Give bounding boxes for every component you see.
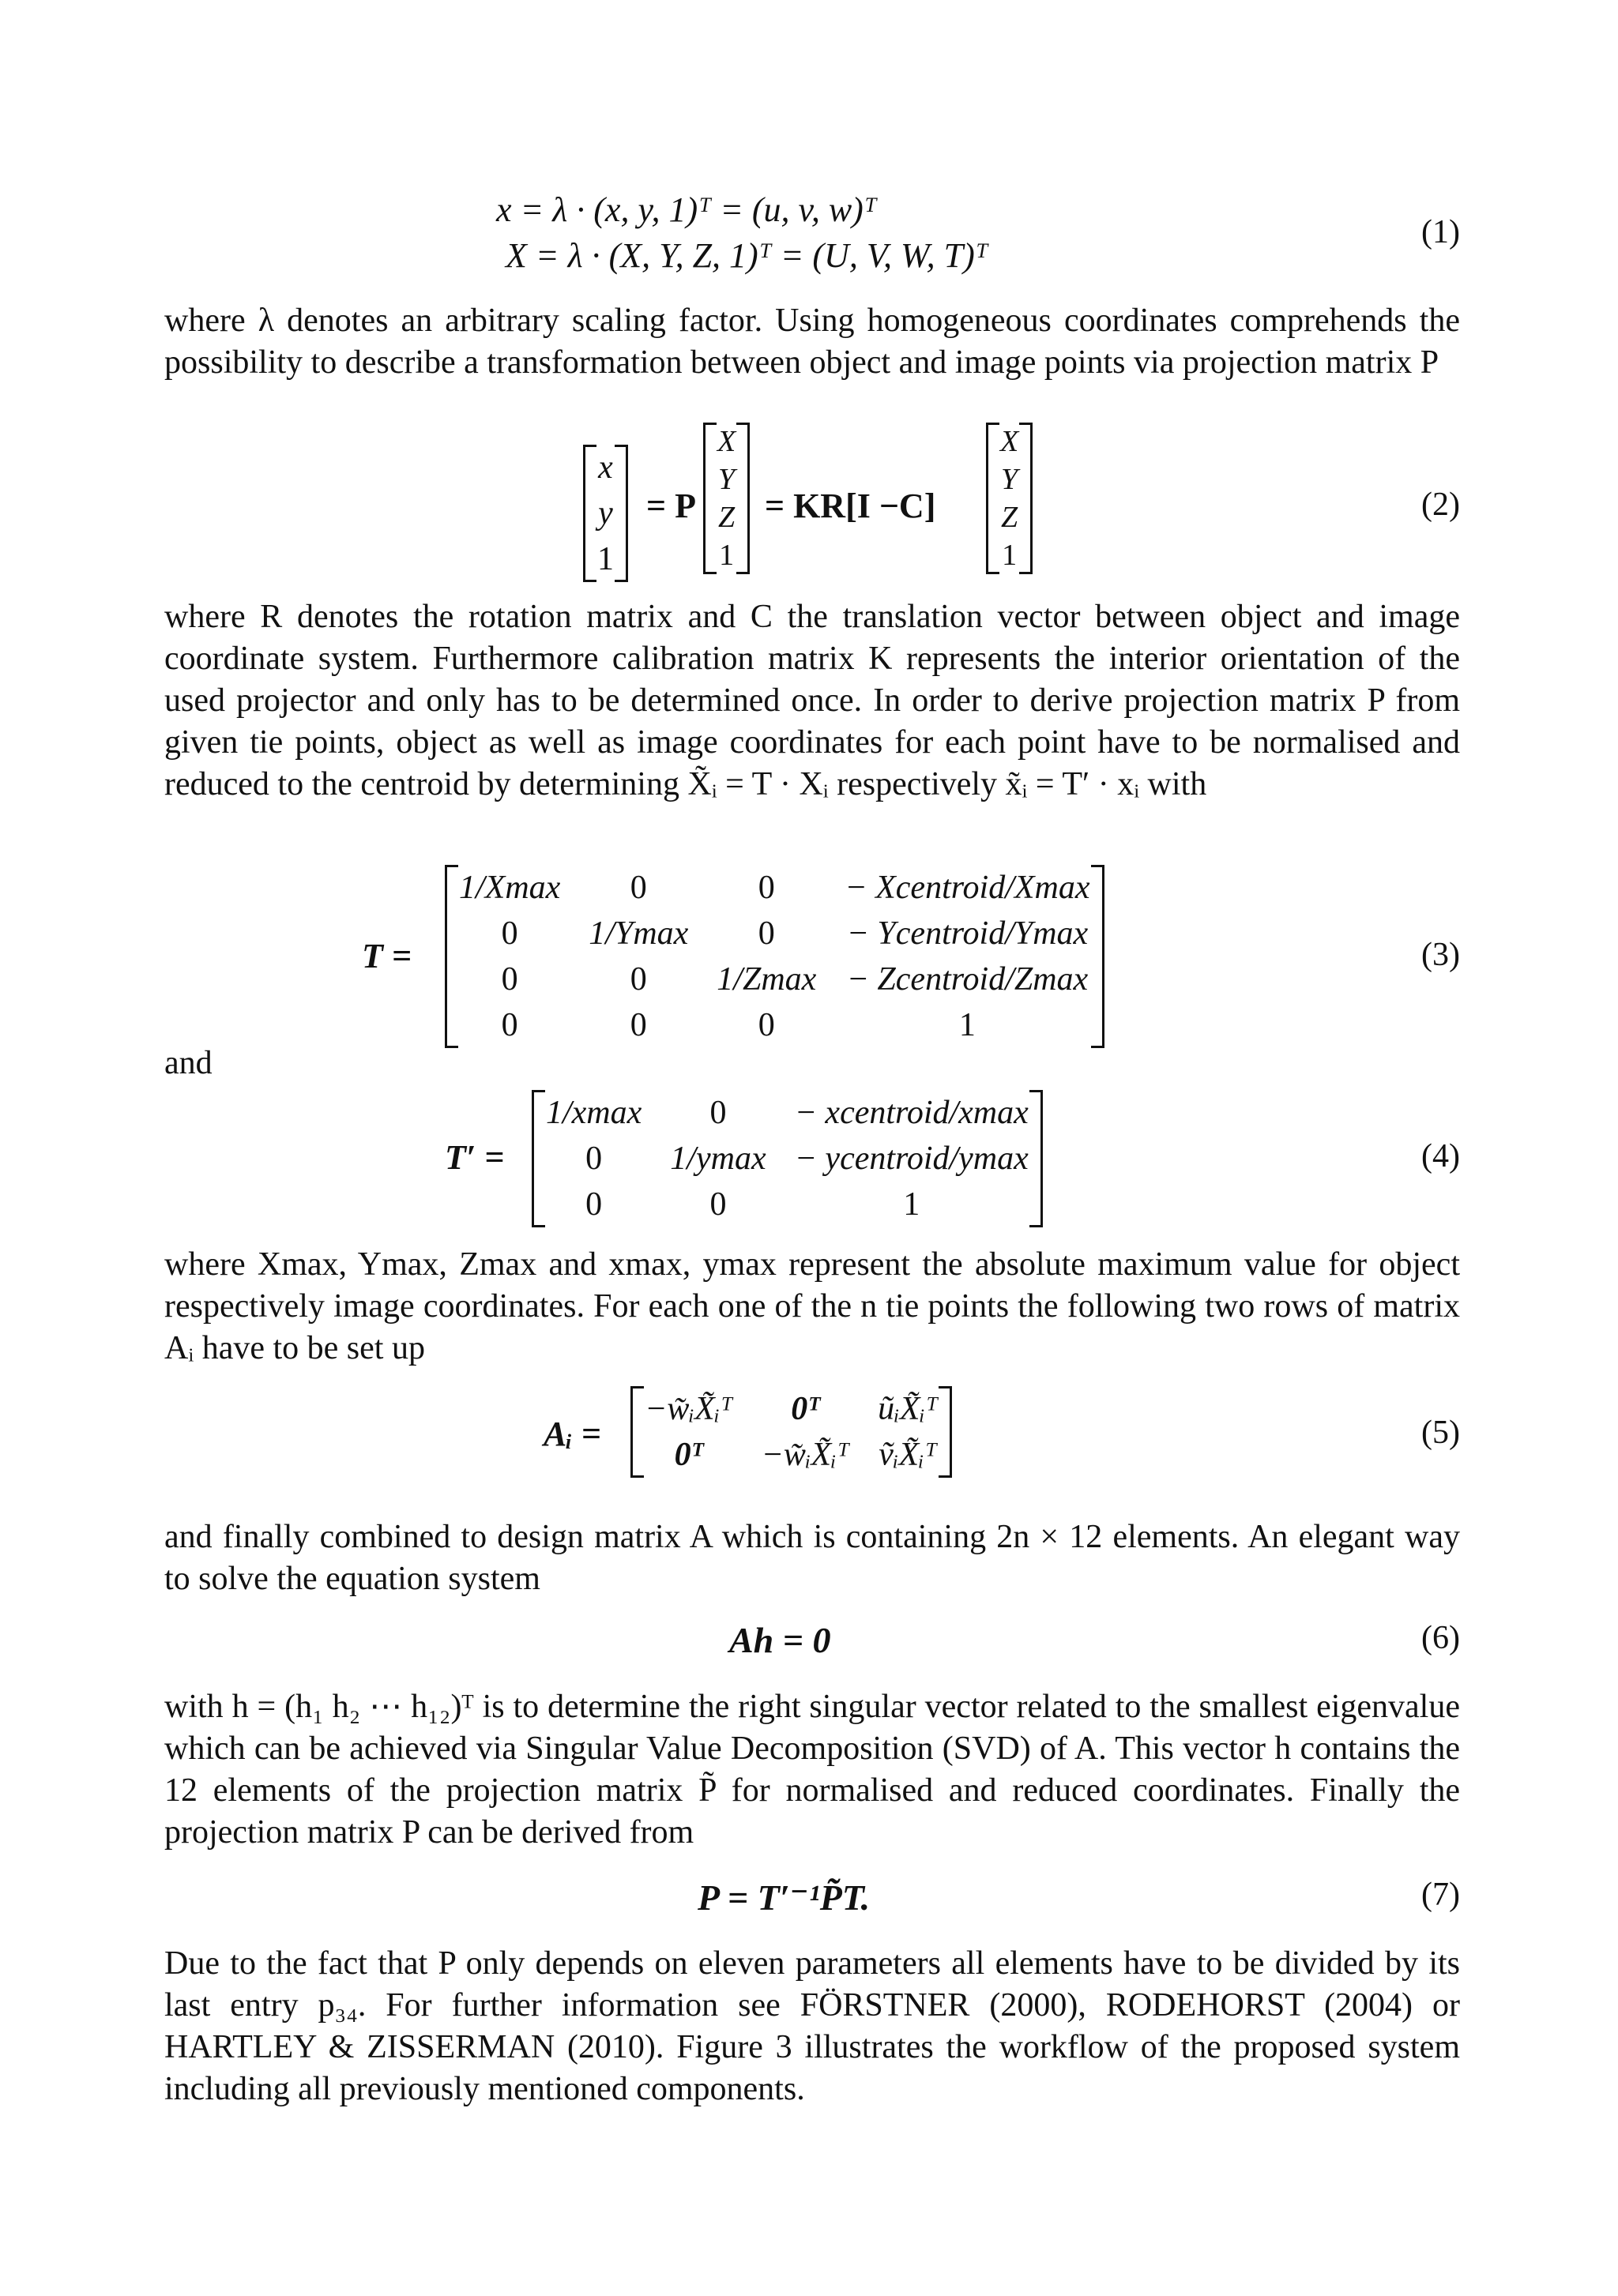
eq3-matrix-t: 1/Xmax 0 0 − Xcentroid/Xmax 0 1/Ymax 0 − Ycentroid/Ymax 0 0 1/Zmax − Zcentroid/Zmax 0 0 0 1 [445,865,1104,1048]
equation-2 [164,423,1460,581]
word-and: and [164,1045,213,1081]
eq2-number: (2) [1421,487,1460,523]
paragraph-3: where Xmax, Ymax, Zmax and xmax, ymax represent the absolute maximum value for object respectively image coordinates. For each one of the n tie points the following two rows of matrix Aᵢ have to be set up [164,1246,1460,1366]
paragraph-4: and finally combined to design matrix A which is containing 2n × 12 elements. An elegant way to solve the equation system [164,1519,1460,1597]
equation-6 [164,1619,1460,1667]
equation-4 [164,1090,1460,1232]
eq7-number: (7) [1421,1877,1460,1913]
equation-3 [164,865,1460,1054]
equation-1 [164,190,1460,284]
eq5-number: (5) [1421,1415,1460,1451]
eq1-number: (1) [1421,214,1460,250]
paragraph-2: where R denotes the rotation matrix and C the translation vector between object and image coordinate system. Furthermore calibration matrix K represents the interior orientation of the used projector and only has to be determined once. In order to derive projection matrix P from given tie points, object as well as image coordinates for each point have to be normalised and reduced to the centroid by determining X̃ᵢ = T · Xᵢ respectively x̃ᵢ = T′ · xᵢ with [164,599,1460,802]
eq2-eq-p: = P [646,487,696,525]
eq3-label: T = [362,937,412,975]
eq6-text: Ah = 0 [729,1620,831,1660]
eq7-text: P = T′⁻¹P̃T. [698,1877,871,1918]
eq2-eq-krc: = KR[I −C] [765,487,936,525]
eq4-label: T′ = [445,1138,505,1177]
eq2-lhs-vector: x y 1 [583,445,628,582]
eq4-number: (4) [1421,1138,1460,1174]
eq5-matrix-a: −w̃ᵢX̃ᵢᵀ 0ᵀ ũᵢX̃ᵢᵀ 0ᵀ −w̃ᵢX̃ᵢᵀ ṽᵢX̃ᵢᵀ [630,1386,952,1478]
eq2-xyz1-vector-a: X Y Z 1 [703,423,750,574]
eq5-label: Aᵢ = [544,1415,601,1453]
paragraph-6: Due to the fact that P only depends on eleven parameters all elements have to be divided by its last entry p₃₄. For further information see FÖRSTNER (2000), RODEHORST (2004) or HARTLEY & ZISSERMAN (2010). Figure 3 illustrates the workflow of the proposed system including all previously mentioned components. [164,1945,1460,2107]
paragraph-1: where λ denotes an arbitrary scaling factor. Using homogeneous coordinates comprehends the possibility to describe a transformation between object and image points via projection matrix P [164,303,1460,381]
eq3-number: (3) [1421,937,1460,973]
eq1-line1: x = λ · (x, y, 1)ᵀ = (u, v, w)ᵀ [496,190,877,229]
paragraph-5: with h = (h₁ h₂ ⋯ h₁₂)ᵀ is to determine the right singular vector related to the smallest eigenvalue which can be achieved via Singular Value Decomposition (SVD) of A. This vector h contains the 12 elements of the projection matrix P̃ for normalised and reduced coordinates. Finally the projection matrix P can be derived from [164,1689,1460,1851]
eq6-number: (6) [1421,1620,1460,1656]
eq2-xyz1-vector-b: X Y Z 1 [986,423,1033,574]
equation-7 [164,1876,1460,1923]
eq1-line2: X = λ · (X, Y, Z, 1)ᵀ = (U, V, W, T)ᵀ [506,236,988,275]
equation-5 [164,1386,1460,1489]
eq4-matrix-t-prime: 1/xmax 0 − xcentroid/xmax 0 1/ymax − ycentroid/ymax 0 0 1 [532,1090,1043,1227]
